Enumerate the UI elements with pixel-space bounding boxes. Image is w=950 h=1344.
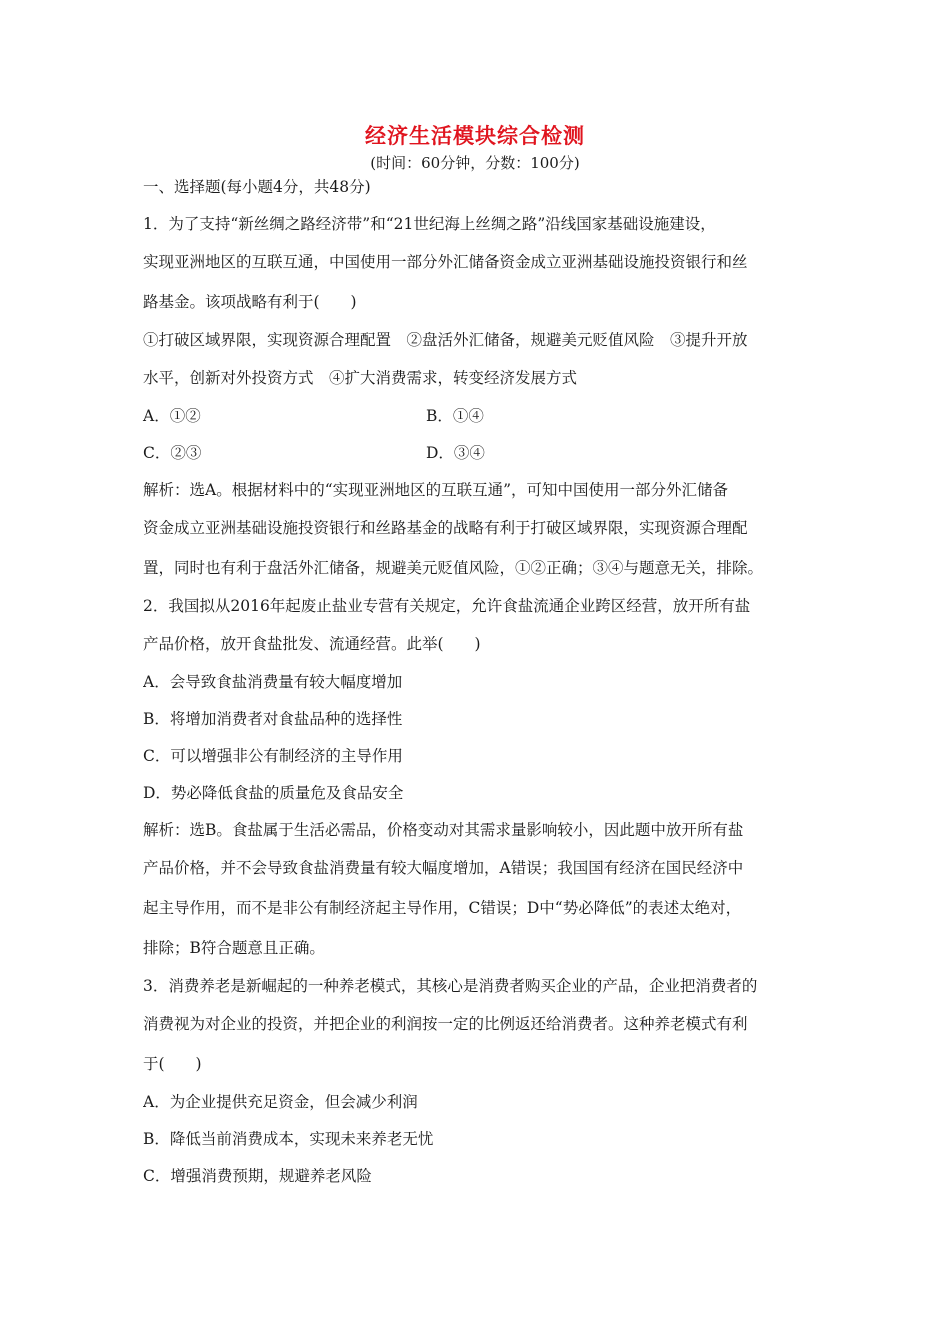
question-text-line: 产品价格，放开食盐批发、流通经营。此举( ) xyxy=(143,635,481,653)
option-b: B．①④ xyxy=(426,407,484,425)
analysis-line: 产品价格，并不会导致食盐消费量有较大幅度增加，A错误；我国国有经济在国民经济中 xyxy=(143,859,744,877)
document-body xyxy=(143,174,810,1195)
question-1-stem xyxy=(143,206,810,322)
option-a: A．会导致食盐消费量有较大幅度增加 xyxy=(143,673,403,691)
page-subtitle: (时间：60分钟，分数：100分) xyxy=(370,154,580,172)
analysis-line: 排除；B符合题意且正确。 xyxy=(143,939,325,957)
analysis-line: 解析：选B。食盐属于生活必需品，价格变动对其需求量影响较小，因此题中放开所有盐 xyxy=(143,821,744,839)
option-b: B．将增加消费者对食盐品种的选择性 xyxy=(143,710,403,728)
question-2-analysis xyxy=(143,812,810,968)
option-d: D．势必降低食盐的质量危及食品安全 xyxy=(143,784,404,802)
option-c: C．可以增强非公有制经济的主导作用 xyxy=(143,747,403,765)
option-a: A．为企业提供充足资金，但会减少利润 xyxy=(143,1093,418,1111)
question-text-line: 消费视为对企业的投资，并把企业的利润按一定的比例返还给消费者。这种养老模式有利 xyxy=(143,1015,748,1033)
analysis-line: 置，同时也有利于盘活外汇储备，规避美元贬值风险，①②正确；③④与题意无关，排除。 xyxy=(143,559,764,577)
analysis-line: 起主导作用，而不是非公有制经济起主导作用，C错误；D中“势必降低”的表述太绝对， xyxy=(143,899,742,917)
question-text-line: 于( ) xyxy=(143,1055,202,1073)
analysis-line: 资金成立亚洲基础设施投资银行和丝路基金的战略有利于打破区域界限，实现资源合理配 xyxy=(143,519,748,537)
question-1-options-row-1 xyxy=(143,398,810,435)
question-text-line: 1．为了支持“新丝绸之路经济带”和“21世纪海上丝绸之路”沿线国家基础设施建设， xyxy=(143,215,716,233)
question-text-line: 路基金。该项战略有利于( ) xyxy=(143,293,357,311)
analysis-line: 解析：选A。根据材料中的“实现亚洲地区的互联互通”，可知中国使用一部分外汇储备 xyxy=(143,481,729,499)
option-c: C．②③ xyxy=(143,444,202,462)
option-b: B．降低当前消费成本，实现未来养老无忧 xyxy=(143,1130,434,1148)
statement-line: 水平，创新对外投资方式 ④扩大消费需求，转变经济发展方式 xyxy=(143,369,578,387)
option-a: A．①② xyxy=(143,407,201,425)
question-2-stem xyxy=(143,588,810,664)
page-title: 经济生活模块综合检测 xyxy=(365,123,585,148)
statement-line: ①打破区域界限，实现资源合理配置 ②盘活外汇储备，规避美元贬值风险 ③提升开放 xyxy=(143,331,748,349)
option-d: D．③④ xyxy=(426,444,485,462)
question-1-analysis xyxy=(143,472,810,588)
question-text-line: 3．消费养老是新崛起的一种养老模式，其核心是消费者购买企业的产品，企业把消费者的 xyxy=(143,977,758,995)
option-c: C．增强消费预期，规避养老风险 xyxy=(143,1167,372,1185)
question-3-stem xyxy=(143,968,810,1084)
question-1-options-row-2 xyxy=(143,435,810,472)
question-text-line: 2．我国拟从2016年起废止盐业专营有关规定，允许食盐流通企业跨区经营，放开所有盐 xyxy=(143,597,751,615)
question-text-line: 实现亚洲地区的互联互通，中国使用一部分外汇储备资金成立亚洲基础设施投资银行和丝 xyxy=(143,253,748,271)
question-1-statements xyxy=(143,322,810,398)
section-heading: 一、选择题(每小题4分，共48分) xyxy=(143,178,371,196)
